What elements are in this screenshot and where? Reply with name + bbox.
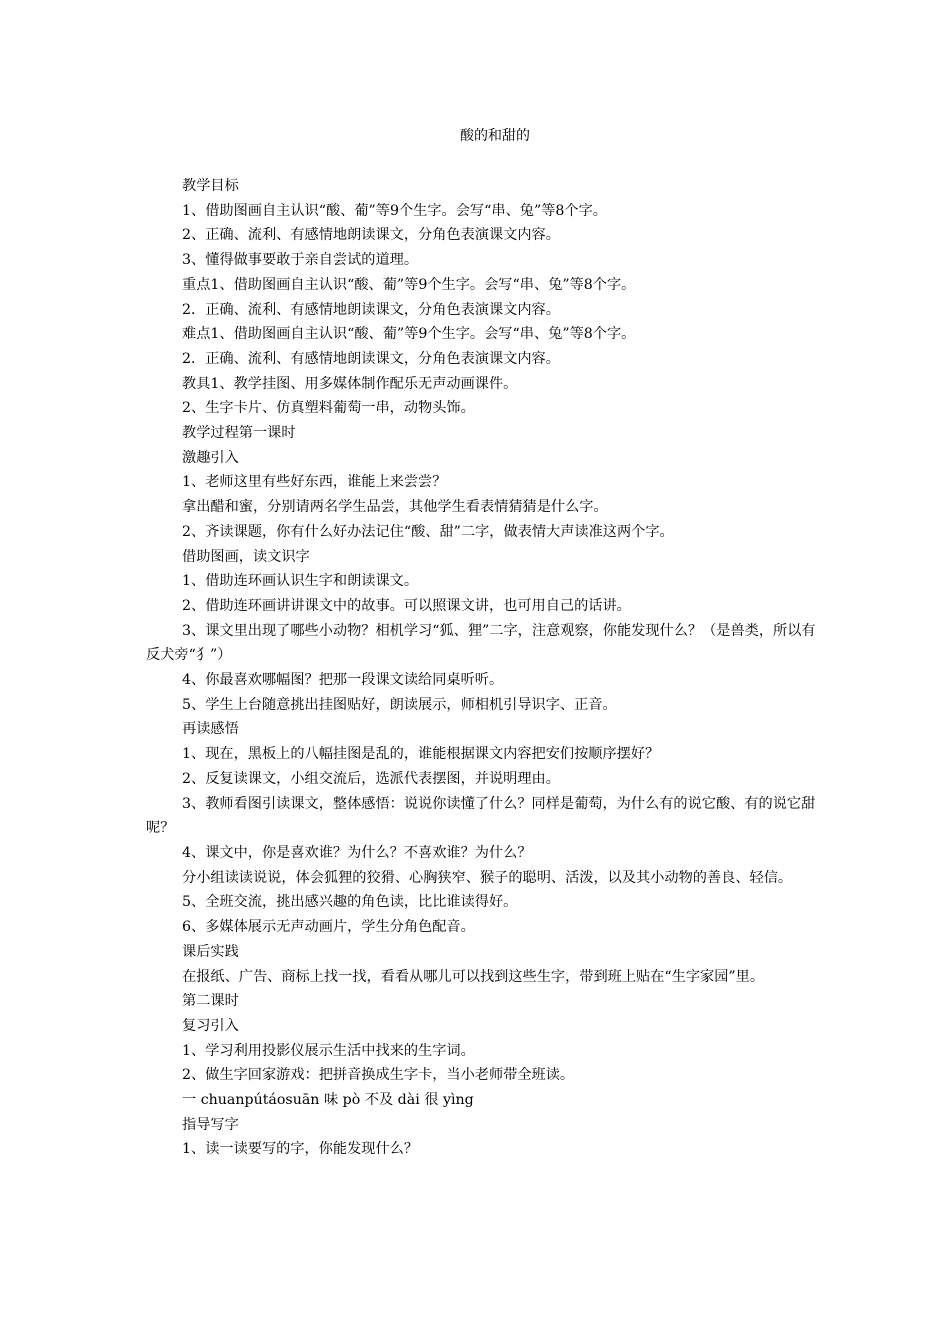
materials-1: 教具1、教学挂图、用多媒体制作配乐无声动画课件。 bbox=[182, 375, 518, 392]
heading-introduction: 激趣引入 bbox=[182, 449, 239, 466]
heading-teaching-goals: 教学目标 bbox=[182, 178, 239, 194]
key-point-1: 重点1、借助图画自主认识“酸、葡”等9个生字。会写“串、兔”等8个字。 bbox=[182, 276, 636, 293]
reread-step-6: 6、多媒体展示无声动画片，学生分角色配音。 bbox=[182, 919, 475, 936]
heading-process-lesson-1: 教学过程第一课时 bbox=[182, 425, 296, 442]
reread-step-1: 1、现在，黑板上的八幅挂图是乱的，谁能根据课文内容把安们按顺序摆好？ bbox=[182, 746, 660, 763]
picture-step-2: 2、借助连环画讲讲课文中的故事。可以照课文讲，也可用自己的话讲。 bbox=[182, 597, 631, 614]
intro-step-2: 2、齐读课题，你有什么好办法记住“酸、甜”二字，做表情大声读准这两个字。 bbox=[182, 523, 674, 540]
heading-picture-reading: 借助图画，读文识字 bbox=[182, 548, 310, 565]
pinyin-line: 一 chuanpútáosuān 味 pò 不及 dài 很 yìng bbox=[182, 1092, 474, 1109]
goal-2: 2、正确、流利、有感情地朗读课文，分角色表演课文内容。 bbox=[182, 227, 560, 244]
heading-writing: 指导写字 bbox=[182, 1116, 239, 1133]
key-point-2: 2．正确、流利、有感情地朗读课文，分角色表演课文内容。 bbox=[182, 301, 560, 318]
reread-step-4: 4、课文中，你是喜欢谁？为什么？不喜欢谁？为什么？ bbox=[182, 844, 532, 861]
picture-step-4: 4、你最喜欢哪幅图？把那一段课文读给同桌听听。 bbox=[182, 672, 504, 689]
writing-step-1: 1、读一读要写的字，你能发现什么？ bbox=[182, 1141, 419, 1158]
intro-step-1-detail: 拿出醋和蜜，分别请两名学生品尝，其他学生看表情猜猜是什么字。 bbox=[182, 499, 608, 516]
heading-reread: 再读感悟 bbox=[182, 721, 239, 738]
picture-step-1: 1、借助连环画认识生字和朗读课文。 bbox=[182, 573, 419, 590]
reread-step-3: 3、教师看图引读课文，整体感悟：说说你读懂了什么？同样是葡萄，为什么有的说它酸、有的说它甜呢？ bbox=[146, 795, 816, 837]
goal-1: 1、借助图画自主认识“酸、葡”等9个生字。会写“串、兔”等8个字。 bbox=[182, 202, 607, 219]
reread-step-4-detail: 分小组读读说说，体会狐狸的狡猾、心胸狭窄、猴子的聪明、活泼，以及其小动物的善良、轻信。 bbox=[182, 869, 793, 886]
review-step-2: 2、做生字回家游戏：把拼音换成生字卡，当小老师带全班读。 bbox=[182, 1067, 575, 1084]
intro-step-1: 1、老师这里有些好东西，谁能上来尝尝？ bbox=[182, 474, 447, 491]
heading-lesson-2: 第二课时 bbox=[182, 993, 239, 1010]
goal-3: 3、懂得做事要敢于亲自尝试的道理。 bbox=[182, 252, 419, 269]
document-title: 酸的和甜的 bbox=[460, 128, 530, 144]
document-body bbox=[146, 174, 818, 1162]
heading-review: 复习引入 bbox=[182, 1017, 239, 1034]
materials-2: 2、生字卡片、仿真塑料葡萄一串，动物头饰。 bbox=[182, 400, 475, 417]
heading-practice: 课后实践 bbox=[182, 943, 239, 960]
difficulty-1: 难点1、借助图画自主认识“酸、葡”等9个生字。会写“串、兔”等8个字。 bbox=[182, 326, 636, 343]
picture-step-5: 5、学生上台随意挑出挂图贴好，朗读展示，师相机引导识字、正音。 bbox=[182, 696, 617, 713]
picture-step-3: 3、课文里出现了哪些小动物？相机学习“狐、狸”二字，注意观察，你能发现什么？（是兽类，所以有反犬旁“犭”） bbox=[146, 622, 816, 664]
difficulty-2: 2．正确、流利、有感情地朗读课文，分角色表演课文内容。 bbox=[182, 350, 560, 367]
review-step-1: 1、学习利用投影仪展示生活中找来的生字词。 bbox=[182, 1042, 475, 1059]
reread-step-5: 5、全班交流，挑出感兴趣的角色读，比比谁读得好。 bbox=[182, 894, 518, 911]
reread-step-2: 2、反复读课文，小组交流后，选派代表摆图，并说明理由。 bbox=[182, 770, 560, 787]
practice-detail: 在报纸、广告、商标上找一找，看看从哪儿可以找到这些生字，带到班上贴在“生字家园”里。 bbox=[182, 968, 765, 985]
